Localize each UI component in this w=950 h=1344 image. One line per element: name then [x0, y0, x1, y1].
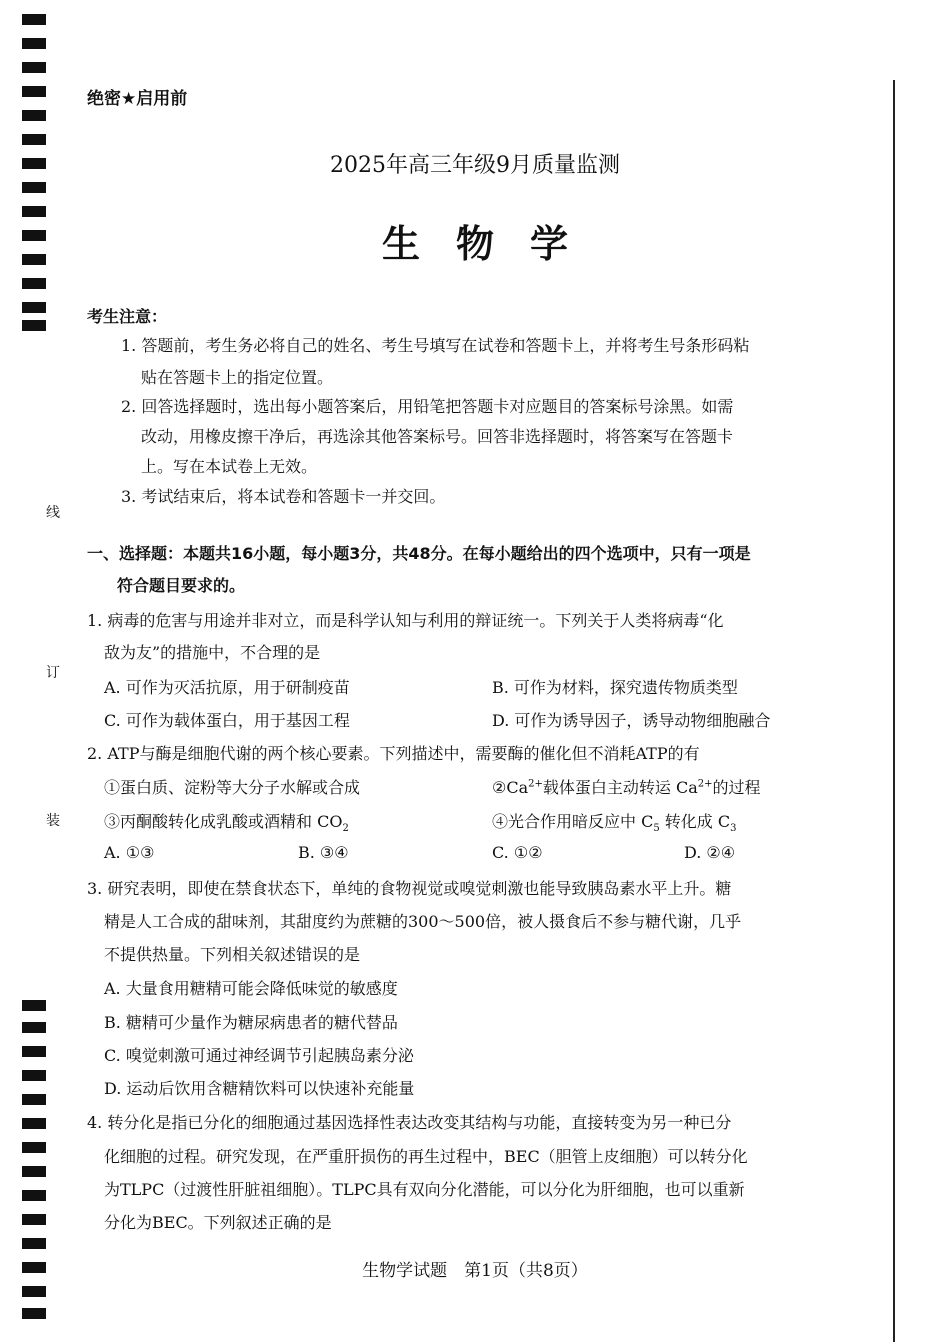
question-2-item-3	[104, 809, 349, 834]
question-1-option-d: D. 可作为诱导因子，诱导动物细胞融合	[492, 711, 771, 730]
binding-bar	[22, 1094, 46, 1105]
question-3-option-c: C. 嗅觉刺激可通过神经调节引起胰岛素分泌	[104, 1046, 414, 1065]
question-3-option-d: D. 运动后饮用含糖精饮料可以快速补充能量	[104, 1079, 415, 1098]
binding-bar	[22, 1022, 46, 1033]
question-4-stem: 4. 转分化是指已分化的细胞通过基因选择性表达改变其结构与功能，直接转变为另一种已分	[87, 1113, 732, 1132]
question-2-item-1: ①蛋白质、淀粉等大分子水解或合成	[104, 778, 361, 797]
subscript: 5	[653, 823, 660, 835]
binding-bar	[22, 1070, 46, 1081]
binding-bar	[22, 302, 46, 313]
superscript: 2+	[528, 778, 543, 790]
binding-bar	[22, 1286, 46, 1297]
section-heading: 符合题目要求的。	[117, 576, 246, 595]
binding-bar	[22, 1046, 46, 1057]
notice-line: 2. 回答选择题时，选出每小题答案后，用铅笔把答题卡对应题目的答案标号涂黑。如需	[121, 397, 734, 416]
binding-bar	[22, 1190, 46, 1201]
question-3-option-b: B. 糖精可少量作为糖尿病患者的糖代替品	[104, 1013, 398, 1032]
notice-line: 1. 答题前，考生务必将自己的姓名、考生号填写在试卷和答题卡上，并将考生号条形码粘	[121, 336, 750, 355]
section-heading: 一、选择题：本题共16小题，每小题3分，共48分。在每小题给出的四个选项中，只有一项是	[87, 544, 751, 563]
item-text: ③丙酮酸转化成乳酸或酒精和 CO	[104, 812, 343, 831]
item-text: ④光合作用暗反应中 C	[492, 812, 654, 831]
right-margin-rule	[893, 80, 895, 1342]
binding-bar	[22, 1000, 46, 1011]
question-2-item-4	[492, 809, 737, 834]
subject-title: 生物学	[381, 221, 604, 266]
binding-bar	[22, 182, 46, 193]
exam-title: 2025年高三年级9月质量监测	[330, 153, 620, 178]
binding-char-ding: 订	[46, 665, 60, 681]
item-text: 载体蛋白主动转运 Ca	[542, 778, 698, 797]
item-text: 转化成 C	[659, 812, 731, 831]
page-footer: 生物学试题 第1页（共8页）	[362, 1261, 588, 1281]
question-1-option-b: B. 可作为材料，探究遗传物质类型	[492, 678, 738, 697]
question-1-option-c: C. 可作为载体蛋白，用于基因工程	[104, 711, 350, 730]
notice-line: 改动，用橡皮擦干净后，再选涂其他答案标号。回答非选择题时，将答案写在答题卡	[141, 427, 734, 446]
binding-char-xian: 线	[46, 505, 60, 521]
notice-heading: 考生注意：	[87, 307, 168, 326]
binding-bar	[22, 134, 46, 145]
binding-bar	[22, 38, 46, 49]
question-1-stem: 敌为友”的措施中，不合理的是	[104, 643, 321, 662]
question-3-stem: 不提供热量。下列相关叙述错误的是	[104, 945, 361, 964]
subscript: 2	[342, 823, 349, 835]
binding-bar	[22, 1118, 46, 1129]
question-2-option-c: C. ①②	[492, 843, 543, 862]
question-4-stem: 为TLPC（过渡性肝脏祖细胞）。TLPC具有双向分化潜能，可以分化为肝细胞，也可以重新	[104, 1180, 745, 1199]
subscript: 3	[730, 823, 737, 835]
binding-bar	[22, 278, 46, 289]
superscript: 2+	[697, 778, 713, 790]
notice-line: 上。写在本试卷上无效。	[141, 457, 318, 476]
binding-bar	[22, 320, 46, 331]
binding-bar	[22, 86, 46, 97]
question-3-stem: 3. 研究表明，即使在禁食状态下，单纯的食物视觉或嗅觉刺激也能导致胰岛素水平上升。糖	[87, 879, 732, 898]
binding-bar	[22, 1308, 46, 1319]
item-text: 的过程	[712, 778, 761, 797]
notice-line: 3. 考试结束后，将本试卷和答题卡一并交回。	[121, 487, 446, 506]
question-2-item-2	[492, 775, 761, 798]
question-4-stem: 分化为BEC。下列叙述正确的是	[104, 1213, 332, 1232]
question-2-stem: 2. ATP与酶是细胞代谢的两个核心要素。下列描述中，需要酶的催化但不消耗ATP的有	[87, 744, 700, 763]
binding-bar	[22, 14, 46, 25]
binding-bar	[22, 1166, 46, 1177]
binding-bar	[22, 110, 46, 121]
binding-char-zhuang: 装	[46, 813, 60, 829]
binding-bar	[22, 62, 46, 73]
item-text: ②Ca	[492, 778, 529, 797]
binding-bar	[22, 1142, 46, 1153]
question-2-option-d: D. ②④	[684, 843, 736, 862]
question-3-option-a: A. 大量食用糖精可能会降低味觉的敏感度	[104, 979, 398, 998]
question-4-stem: 化细胞的过程。研究发现，在严重肝损伤的再生过程中，BEC（胆管上皮细胞）可以转分化	[104, 1147, 748, 1166]
question-1-option-a: A. 可作为灭活抗原，用于研制疫苗	[104, 678, 350, 697]
question-1-stem: 1. 病毒的危害与用途并非对立，而是科学认知与利用的辩证统一。下列关于人类将病毒“化	[87, 611, 724, 630]
question-3-stem: 精是人工合成的甜味剂，其甜度约为蔗糖的300～500倍，被人摄食后不参与糖代谢，几乎	[104, 912, 742, 931]
binding-bar	[22, 1214, 46, 1225]
binding-margin	[22, 0, 60, 1344]
secret-label: 绝密★启用前	[87, 89, 188, 109]
question-2-option-a: A. ①③	[104, 843, 155, 862]
binding-bar	[22, 1238, 46, 1249]
question-2-option-b: B. ③④	[298, 843, 349, 862]
notice-line: 贴在答题卡上的指定位置。	[141, 368, 334, 387]
